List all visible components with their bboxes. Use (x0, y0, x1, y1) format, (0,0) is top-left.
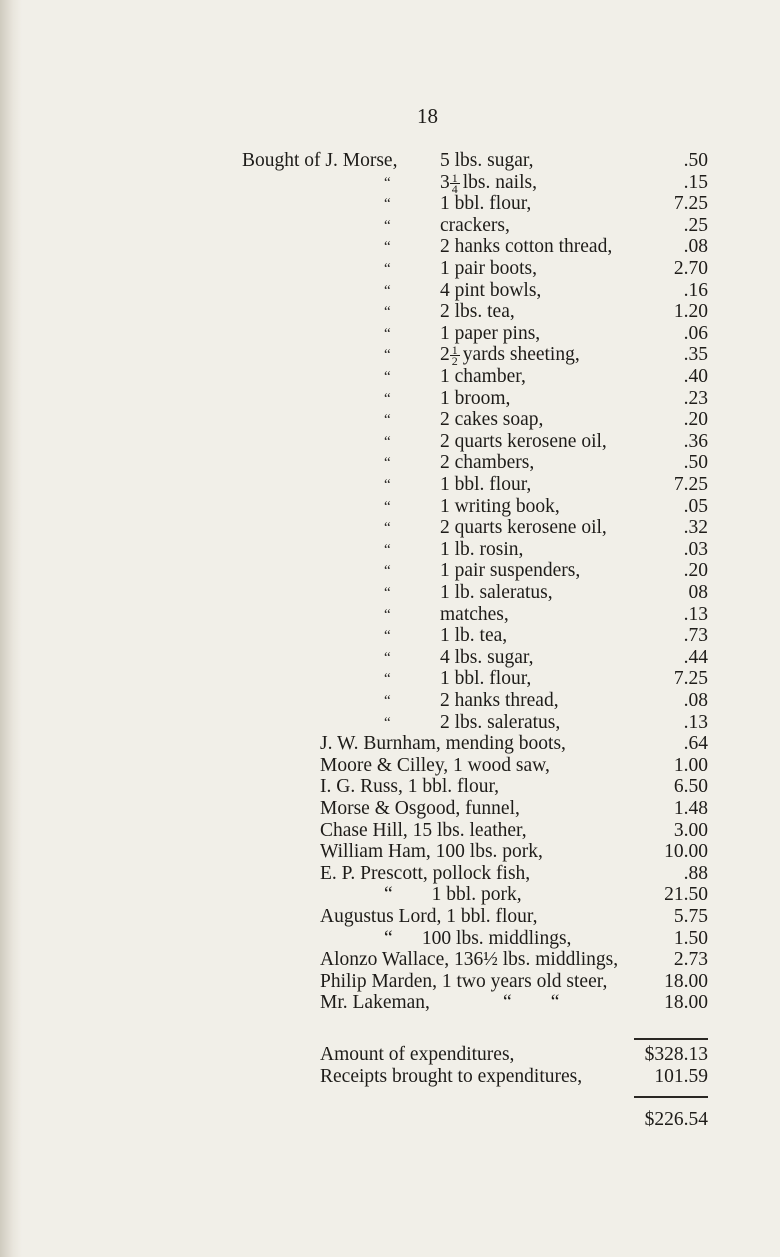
item-amount: .36 (683, 430, 708, 452)
item-amount: .16 (683, 279, 708, 301)
ditto-mark: “ (384, 174, 391, 191)
item-description: 1 broom, (440, 387, 511, 409)
item-amount: 1.20 (673, 301, 708, 323)
expenditures-label: Amount of expenditures, (320, 1044, 515, 1065)
item-description: 2 lbs. tea, (440, 301, 515, 323)
ditto-mark: “ (384, 390, 391, 407)
item-description: 1 lb. tea, (440, 625, 508, 647)
entry-description: Philip Marden, 1 two years old steer, (320, 970, 608, 992)
item-amount: .23 (683, 387, 708, 409)
item-description: 2 $\frac{1}{2}$ yards sheeting, (440, 343, 580, 369)
page-binding-shadow (0, 0, 22, 1257)
item-amount: .08 (683, 236, 708, 258)
entry-amount: .64 (683, 733, 708, 755)
item-amount: 2.70 (673, 258, 708, 279)
item-amount: .73 (683, 625, 708, 647)
ditto-mark: “ (384, 498, 391, 515)
item-amount: .35 (683, 344, 708, 366)
fraction-denominator: 4 (451, 181, 458, 196)
item-description: 1 pair boots, (440, 258, 537, 279)
item-amount: .25 (683, 214, 708, 236)
entry-description: J. W. Burnham, mending boots, (320, 733, 566, 755)
item-description: 1 lb. rosin, (440, 538, 524, 560)
item-amount: .50 (683, 452, 708, 474)
ditto-mark: “ (384, 455, 391, 472)
ditto-mark: “ (384, 714, 391, 731)
entry-amount: 2.73 (673, 949, 708, 971)
entry-description: “ 1 bbl. pork, (384, 884, 522, 906)
item-description: 3 $\frac{1}{4}$ lbs. nails, (440, 170, 537, 196)
ditto-mark: “ (384, 217, 391, 234)
item-description: 2 quarts kerosene oil, (440, 430, 607, 452)
ditto-mark: “ (384, 433, 391, 450)
fraction (450, 343, 460, 369)
item-description: 4 lbs. sugar, (440, 646, 534, 668)
ditto-mark: “ (384, 541, 391, 558)
item-amount: .50 (683, 150, 708, 171)
ditto-mark: “ (384, 282, 391, 299)
item-description: 1 paper pins, (440, 322, 541, 344)
ditto-mark: “ (384, 693, 391, 709)
entry-amount: .88 (683, 862, 708, 884)
item-description: 1 lb. saleratus, (440, 582, 553, 603)
item-amount: .08 (683, 690, 708, 711)
entry-description: I. G. Russ, 1 bbl. flour, (320, 776, 500, 798)
item-amount: 7.25 (673, 668, 708, 690)
receipts-amount: 101.59 (654, 1066, 708, 1087)
item-amount: .20 (683, 409, 708, 431)
item-description: matches, (440, 603, 509, 625)
item-amount: 7.25 (673, 474, 708, 495)
item-amount: .13 (683, 603, 708, 625)
entry-description: William Ham, 100 lbs. pork, (320, 841, 543, 863)
ditto-mark: “ (384, 563, 391, 580)
fraction-numerator: 1 (451, 170, 458, 185)
ditto-mark: “ (384, 347, 391, 364)
ditto-mark: “ (384, 606, 391, 623)
ditto-mark: “ (384, 325, 391, 342)
item-description: 2 lbs. saleratus, (440, 711, 561, 733)
item-description: 1 chamber, (440, 366, 526, 387)
ditto-mark: “ (384, 649, 391, 666)
item-description: 1 pair suspenders, (440, 560, 581, 582)
entry-description: Alonzo Wallace, 136½ lbs. middlings, (320, 949, 619, 971)
entry-amount: 1.50 (673, 927, 708, 949)
ditto-mark: “ (384, 261, 391, 277)
item-amount: .06 (683, 322, 708, 344)
ditto-mark: “ (384, 671, 391, 688)
item-amount: .32 (683, 517, 708, 539)
ditto-mark: “ (384, 520, 391, 537)
page-number: 18 (417, 104, 438, 128)
item-amount: .13 (683, 711, 708, 733)
entry-description: Moore & Cilley, 1 wood saw, (320, 754, 550, 776)
item-amount: .40 (683, 366, 708, 387)
entry-amount: 6.50 (673, 776, 708, 798)
entry-description: “ 100 lbs. middlings, (384, 927, 572, 949)
item-description: 2 hanks thread, (440, 690, 559, 711)
item-description: 1 bbl. flour, (440, 474, 532, 495)
item-amount: .15 (683, 171, 708, 193)
item-description: 2 hanks cotton thread, (440, 236, 613, 258)
item-description: 2 cakes soap, (440, 409, 544, 431)
ditto-mark: “ (384, 196, 391, 213)
receipts-label: Receipts brought to expenditures, (320, 1066, 583, 1087)
fraction-denominator: 2 (451, 354, 458, 369)
vendor-name: Bought of J. Morse, (242, 150, 398, 171)
fraction-numerator: 1 (451, 343, 458, 358)
balance-amount: $226.54 (644, 1109, 708, 1130)
item-amount: 7.25 (673, 193, 708, 215)
ditto-mark: “ (384, 304, 391, 321)
ditto-mark: “ (384, 628, 391, 645)
entry-description: Mr. Lakeman, “ “ (320, 992, 560, 1014)
entry-description: Augustus Lord, 1 bbl. flour, (320, 906, 538, 927)
totals-rule (634, 1038, 708, 1040)
entry-amount: 21.50 (664, 884, 708, 906)
entry-amount: 3.00 (673, 819, 708, 841)
item-description: 2 chambers, (440, 452, 535, 474)
item-description: 1 writing book, (440, 495, 560, 517)
item-description: 1 bbl. flour, (440, 193, 532, 215)
item-amount: .20 (683, 560, 708, 582)
ditto-mark: “ (384, 412, 391, 429)
item-description: 1 bbl. flour, (440, 668, 532, 690)
entry-description: Morse & Osgood, funnel, (320, 798, 520, 819)
ditto-mark: “ (384, 239, 391, 256)
ditto-mark: “ (384, 477, 391, 493)
item-description: crackers, (440, 214, 510, 236)
ditto-mark: “ (384, 585, 391, 601)
entry-amount: 10.00 (664, 841, 708, 863)
entry-amount: 18.00 (664, 992, 708, 1014)
ditto-mark: “ (384, 369, 391, 385)
item-amount: .03 (683, 538, 708, 560)
item-amount: 08 (688, 582, 708, 603)
item-amount: .05 (683, 495, 708, 517)
expenditures-amount: $328.13 (644, 1044, 708, 1065)
entry-amount: 5.75 (673, 906, 708, 927)
entry-amount: 1.00 (673, 754, 708, 776)
balance-rule (634, 1096, 708, 1098)
entry-description: Chase Hill, 15 lbs. leather, (320, 819, 527, 841)
entry-amount: 18.00 (664, 970, 708, 992)
item-description: 2 quarts kerosene oil, (440, 517, 607, 539)
fraction (450, 170, 460, 196)
item-description: 5 lbs. sugar, (440, 150, 534, 171)
item-description: 4 pint bowls, (440, 279, 542, 301)
entry-description: E. P. Prescott, pollock fish, (320, 862, 531, 884)
entry-amount: 1.48 (673, 798, 708, 819)
item-amount: .44 (683, 646, 708, 668)
